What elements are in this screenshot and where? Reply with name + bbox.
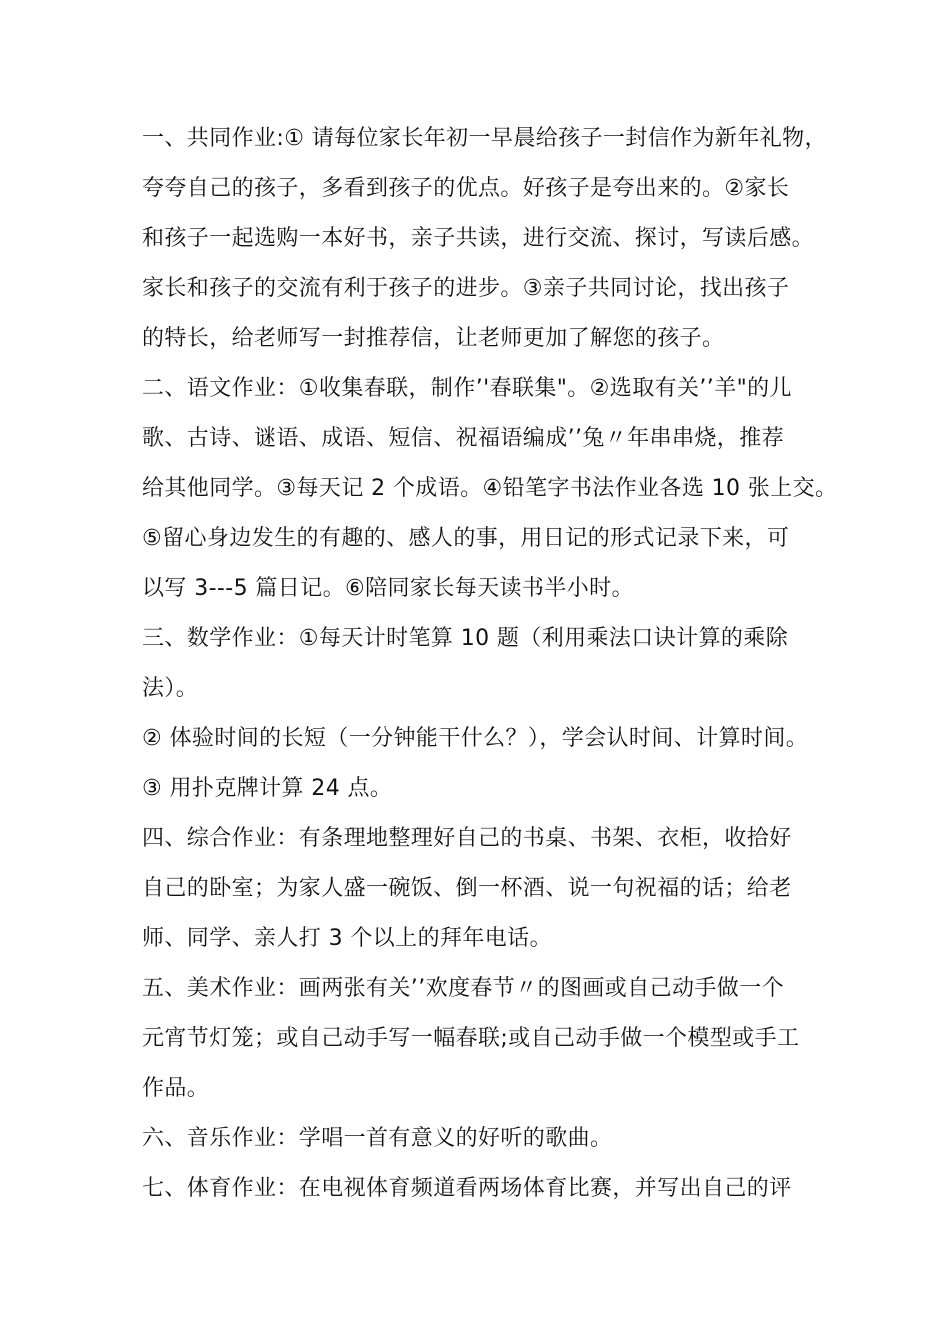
- text-line: 法）。: [142, 676, 199, 701]
- text-line: 六、音乐作业：学唱一首有意义的好听的歌曲。: [142, 1126, 613, 1151]
- text-line: 的特长，给老师写一封推荐信，让老师更加了解您的孩子。: [142, 326, 725, 351]
- text-line: 给其他同学。③每天记 2 个成语。④铅笔字书法作业各选 10 张上交。: [142, 476, 838, 501]
- text-line: 歌、古诗、谜语、成语、短信、祝福语编成’’兔〃年串串烧，推荐: [142, 426, 784, 451]
- text-line: ② 体验时间的长短（一分钟能干什么？），学会认时间、计算时间。: [142, 726, 809, 751]
- text-line: 五、美术作业：画两张有关’’欢度春节〃的图画或自己动手做一个: [142, 976, 784, 1001]
- text-line: ③ 用扑克牌计算 24 点。: [142, 776, 393, 801]
- text-line: 以写 3---5 篇日记。⑥陪同家长每天读书半小时。: [142, 576, 634, 601]
- text-line: 和孩子一起选购一本好书，亲子共读，进行交流、探讨，写读后感。: [142, 226, 815, 251]
- text-line: 家长和孩子的交流有利于孩子的进步。③亲子共同讨论，找出孩子: [142, 276, 790, 301]
- text-line: 作品。: [142, 1076, 210, 1101]
- text-line: 七、体育作业：在电视体育频道看两场体育比赛，并写出自己的评: [142, 1176, 792, 1201]
- text-line: 夸夸自己的孩子，多看到孩子的优点。好孩子是夸出来的。②家长: [142, 176, 790, 201]
- text-line: 一、共同作业:① 请每位家长年初一早晨给孩子一封信作为新年礼物，: [142, 126, 827, 151]
- text-line: ⑤留心身边发生的有趣的、感人的事，用日记的形式记录下来，可: [142, 526, 790, 551]
- text-line: 二、语文作业：①收集春联，制作’'春联集"。②选取有关’’羊"的儿: [142, 376, 792, 401]
- text-line: 自己的卧室；为家人盛一碗饭、倒一杯酒、说一句祝福的话；给老: [142, 876, 792, 901]
- text-line: 师、同学、亲人打 3 个以上的拜年电话。: [142, 926, 552, 951]
- text-line: 元宵节灯笼；或自己动手写一幅春联;或自己动手做一个模型或手工: [142, 1026, 800, 1051]
- text-line: 四、综合作业：有条理地整理好自己的书桌、书架、衣柜，收拾好: [142, 826, 792, 851]
- text-line: 三、数学作业：①每天计时笔算 10 题（利用乘法口诀计算的乘除: [142, 626, 789, 651]
